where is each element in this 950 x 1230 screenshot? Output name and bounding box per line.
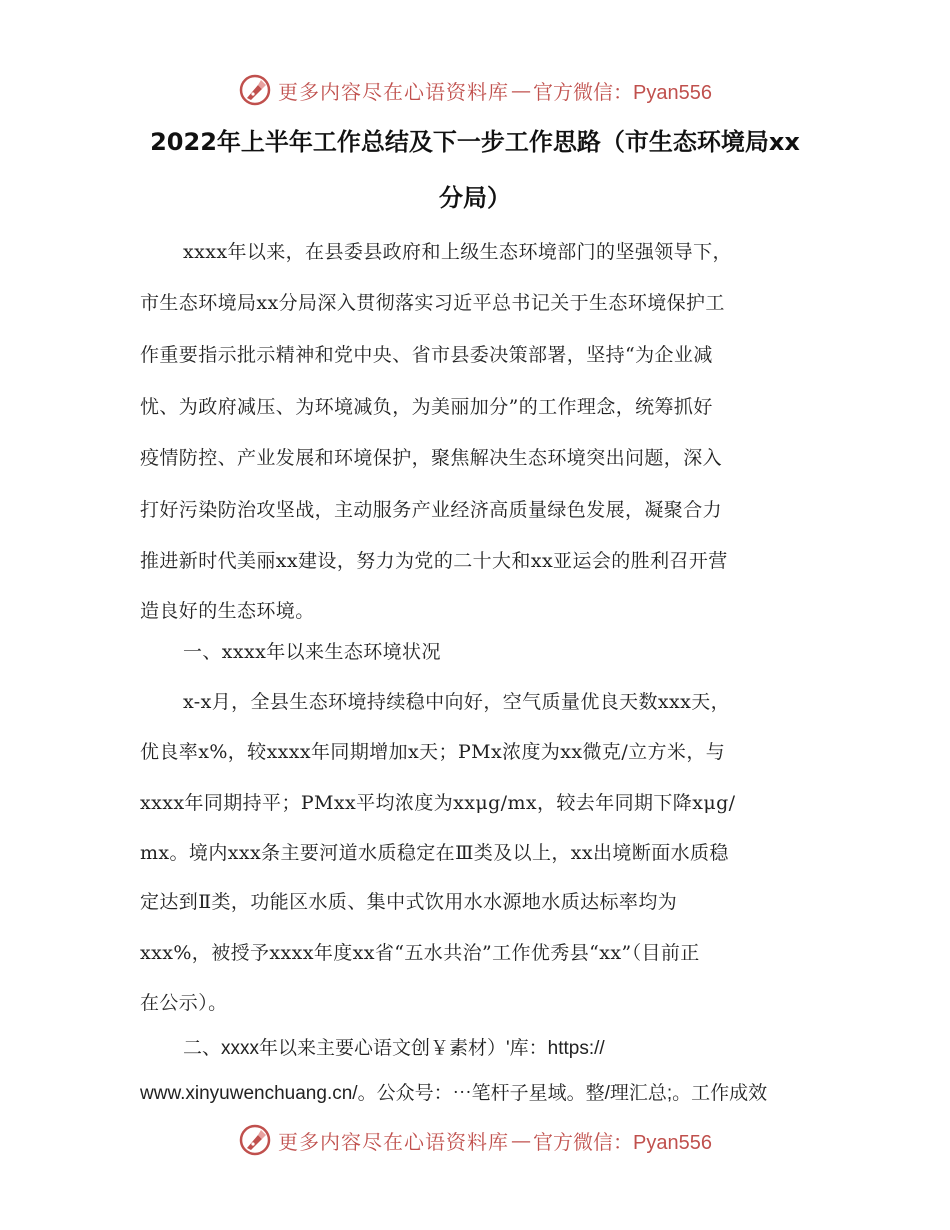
paragraph-line: 市生态环境局xx分局深入贯彻落实习近平总书记关于生态环境保护工 [140, 292, 725, 314]
footer-banner [0, 1120, 950, 1160]
paragraph-line: www.xinyuwenchuang.cn/。公众号：⋯笔杆子星域。整/理汇总;。工作成效 [140, 1083, 768, 1104]
banner-text: 更多内容尽在心语资料库 [278, 1129, 510, 1154]
banner-separator: — [511, 78, 532, 102]
banner-text: 更多内容尽在心语资料库 [278, 79, 510, 104]
section-heading-1: 一、xxxx年以来生态环境状况 [183, 641, 441, 663]
paragraph-line: 在公示）。 [140, 992, 228, 1014]
document-title-line-1: 2022年上半年工作总结及下一步工作思路（市生态环境局xx [150, 128, 800, 156]
banner-contact: 官方微信：Pyan556 [533, 1131, 712, 1154]
paragraph-line: 作重要指示批示精神和党中央、省市县委决策部署，坚持“为企业减 [140, 344, 713, 366]
section-heading-2: 二、xxxx年以来主要心语文创￥素材）'库：https:// [183, 1038, 605, 1059]
paragraph-line: 优良率x%，较xxxx年同期增加x天；PMx浓度为xx微克/立方米，与 [140, 741, 726, 763]
paragraph-line: 忧、为政府减压、为环境减负，为美丽加分”的工作理念，统筹抓好 [140, 396, 713, 418]
banner-contact: 官方微信：Pyan556 [533, 81, 712, 104]
paragraph-line: xxxx年以来，在县委县政府和上级生态环境部门的坚强领导下， [183, 241, 732, 263]
pen-nib-logo-icon [238, 73, 272, 107]
pen-nib-logo-icon [238, 1123, 272, 1157]
paragraph-line: 推进新时代美丽xx建设，努力为党的二十大和xx亚运会的胜利召开营 [140, 550, 728, 572]
paragraph-line: 造良好的生态环境。 [140, 600, 315, 622]
paragraph-line: 打好污染防治攻坚战，主动服务产业经济高质量绿色发展，凝聚合力 [140, 499, 723, 521]
paragraph-line: xxx%，被授予xxxx年度xx省“五水共治”工作优秀县“xx”（目前正 [140, 942, 700, 964]
paragraph-line: x-x月，全县生态环境持续稳中向好，空气质量优良天数xxx天， [183, 691, 731, 713]
paragraph-line: 疫情防控、产业发展和环境保护，聚焦解决生态环境突出问题，深入 [140, 447, 723, 469]
document-title-line-2: 分局） [439, 184, 511, 212]
paragraph-line: xxxx年同期持平；PMxx平均浓度为xxμg/mx，较去年同期下降xμg/ [140, 792, 736, 814]
paragraph-line: mx。境内xxx条主要河道水质稳定在Ⅲ类及以上，xx出境断面水质稳 [140, 842, 729, 864]
paragraph-line: 定达到Ⅱ类，功能区水质、集中式饮用水水源地水质达标率均为 [140, 891, 678, 913]
header-banner [0, 70, 950, 110]
banner-separator: — [511, 1128, 532, 1152]
